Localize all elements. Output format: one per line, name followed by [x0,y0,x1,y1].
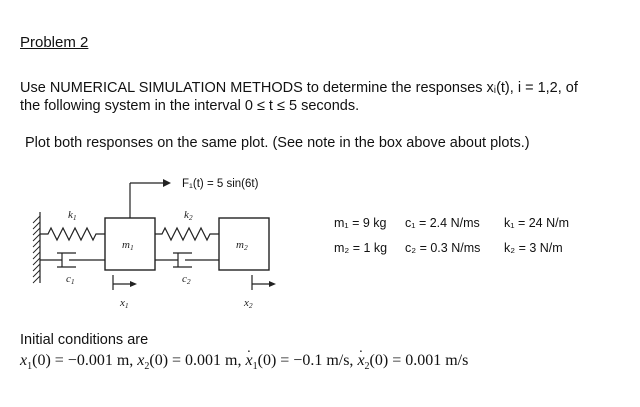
x1-arrow [113,275,130,290]
ic-x1dot: (0) = −0.1 m/s, [257,352,354,369]
spring-k1 [40,228,105,240]
spring-mass-damper-diagram [0,160,640,320]
param-k1: k₁ = 24 N/m [504,216,570,230]
instruction-line-2: the following system in the interval 0 ≤ t ≤ 5 seconds. [20,98,360,114]
x1-label: x1 [120,297,129,310]
initial-conditions-label: Initial conditions are [20,332,149,348]
c2-label: c2 [182,273,191,286]
plot-note: Plot both responses on the same plot. (See note in the box above about plots.) [25,135,530,151]
ic-x2dot: (0) = 0.001 m/s [369,352,469,369]
force-arrow [130,183,163,218]
m2-label: m2 [236,239,248,252]
ic-x2: (0) = 0.001 m, [149,352,242,369]
instruction-line-1: Use NUMERICAL SIMULATION METHODS to determine the responses xᵢ(t), i = 1,2, of [20,80,578,96]
c1-label: c1 [66,273,75,286]
param-c1: c₁ = 2.4 N/ms [405,216,480,230]
k1-label: k1 [68,209,77,222]
param-m1: m₁ = 9 kg [334,216,387,230]
force-label: F₁(t) = 5 sin(6t) [182,178,259,190]
m1-label: m1 [122,239,134,252]
wall-hatching [33,216,40,283]
force-arrowhead [163,179,171,187]
param-c2: c₂ = 0.3 N/ms [405,241,481,255]
ic-x1: (0) = −0.001 m, [32,352,134,369]
damper-c2 [155,253,219,267]
x2-label: x2 [244,297,253,310]
param-k2: k₂ = 3 N/m [504,241,563,255]
initial-conditions-equation: $x_1(0) = -0.001$ m, $x_2(0) = 0.001$ m, x $._1(0) = -0.1$ m/s, x $._2(0) = 0.001$ m/s [20,352,468,372]
damper-c1 [40,253,105,267]
spring-k2 [155,228,219,240]
x2-arrowhead [269,281,276,287]
param-m2: m₂ = 1 kg [334,241,388,255]
problem-title: Problem 2 [20,34,89,51]
k2-label: k2 [184,209,193,222]
x2-arrow [252,275,269,290]
x1-arrowhead [130,281,137,287]
